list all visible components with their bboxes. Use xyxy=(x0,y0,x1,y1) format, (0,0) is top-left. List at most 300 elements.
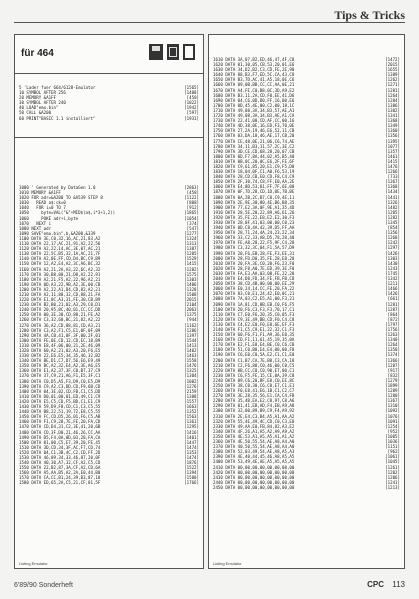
checksum: [1356] xyxy=(385,230,400,236)
checksum: [1345] xyxy=(385,220,400,225)
checksum: [1287] xyxy=(385,306,400,312)
checksum: [1434] xyxy=(385,189,400,195)
code-text: 1570 DATA CA,CC,B1,24,39,B3,87,18 xyxy=(19,475,101,481)
checksum: [450] xyxy=(186,95,199,101)
code-text: 2370 DATA 40,50,55,54,AE,A8,A4,A0 xyxy=(213,444,295,450)
checksum: [1474] xyxy=(184,444,199,450)
code-text: 1500 DATA 01,00,C5,E7,39,20,FE,45 xyxy=(19,439,101,445)
checksum: [1341] xyxy=(385,113,400,119)
code-text: 2400 DATA 53,49,4E,AE,A5,A5,A5,A5 xyxy=(213,459,295,465)
code-text: 2190 DATA C6,E0,C0,5A,E2,C1,C1,E0 xyxy=(213,352,295,358)
checksum: [1085] xyxy=(385,433,400,439)
code-text: 1240 DATA 20,95,8C,40,01,CC,CC,DD xyxy=(19,307,101,313)
checksum: [1342] xyxy=(385,276,400,282)
checksum: [1368] xyxy=(385,118,400,124)
code-text: 2310 DATA 2E,E4,C3,B4,A5,A1,AA,A2 xyxy=(213,413,295,419)
code-text: 1440 DATA B8,22,51,19,72,E8,C5,55 xyxy=(19,409,101,415)
checksum: [1397] xyxy=(184,332,199,338)
code-text: 1340 DATA BE,D1,C7,D7,56,E6,E9,49 xyxy=(19,358,101,364)
checksum: [1430] xyxy=(385,260,400,266)
checksum: [1202] xyxy=(385,469,400,475)
checksum: [1284] xyxy=(385,97,400,103)
checksum: [1558] xyxy=(184,358,199,364)
code-text: 1930 DATA 28,0F,41,03,00,00,C0,23 xyxy=(213,220,295,225)
code-text: 1230 DATA B2,B0,21,02,A3,29,C0,D1 xyxy=(19,302,101,308)
code-text: 1780 DATA 34,11,B3,11,57,2C,3E,C2 xyxy=(213,143,295,149)
code-text: 2320 DATA 55,4E,49,4C,CD,C0,C3,E0 xyxy=(213,418,295,424)
code-text: 2210 DATA C2,F6,88,C0,46,00,C0,C5 xyxy=(213,362,295,368)
code-text: 2260 DATA F0,E8,41,E6,1B,C1,C2,C7 xyxy=(213,388,295,394)
cassette-icon xyxy=(167,44,179,60)
code-text: 1220 DATA E1,0C,A3,31,FE,30,CB,B9 xyxy=(19,297,101,303)
code-text: 5 'Lader fuer 664/6128-Emulator xyxy=(19,85,96,90)
code-text: 1730 DATA 22,41,00,CD,AF,CC,00,16 xyxy=(213,118,295,124)
code-text: 2060 DATA E0,24,14,CC,FE,20,FA,22 xyxy=(213,286,295,292)
checksum: [1375] xyxy=(184,312,199,318)
checksum: [661] xyxy=(387,296,400,302)
checksum: [2863] xyxy=(184,185,199,190)
code-text: 1450 DATA FC,CD,D5,26,01,F6,C5,AB xyxy=(19,414,101,420)
right-column xyxy=(208,34,405,569)
code-text: 1890 DATA 2E,9E,30,80,4E,B6,B8,35 xyxy=(213,199,295,205)
code-text: 1360 DATA E1,A2,37,3F,C0,B7,37,C9 xyxy=(19,368,101,374)
code-text: 2290 DATA 01,41,EB,AD,F4,EB,A9,A8 xyxy=(213,403,295,409)
monitor-icon xyxy=(183,44,195,60)
code-text: 1810 DATA 0B,0C,20,0C,E6,2F,FE,6F xyxy=(213,158,295,164)
checksum: [808] xyxy=(186,200,199,206)
checksum: [1476] xyxy=(184,363,199,369)
code-text: 1690 DATA 04,C6,0D,D0,FF,16,00,E6 xyxy=(213,97,295,103)
code-text: 2130 DATA C4,E2,E0,F0,E8,6E,EF,F3 xyxy=(213,321,295,327)
code-text: 1790 DATA 3D,CE,CD,68,28,20,07,CB xyxy=(213,148,295,154)
code-text: 1070 NEXT i xyxy=(19,220,52,226)
code-text: 1740 DATA 4D,38,0E,16,ED,F3,70,0E xyxy=(213,123,295,129)
code-text: 1000 ' Generated by DataGen 1.0 xyxy=(19,185,96,190)
code-text: 2070 DATA 83,C0,E1,24,42,E0,0C,21 xyxy=(213,291,295,297)
code-text: 2350 DATA 4E,53,A1,A5,A5,A1,A1,A2 xyxy=(213,433,295,439)
disk-icon xyxy=(149,44,163,60)
media-icons xyxy=(149,44,195,60)
code-text: 1430 DATA 59,D9,F8,CD,C1,C3,C5,55 xyxy=(19,404,101,410)
code-text: 1710 DATA 49,08,3A,34,B3,57,AE,A1 xyxy=(213,107,295,113)
checksum: [1324] xyxy=(184,235,199,241)
checksum: [1356] xyxy=(385,133,400,139)
checksum: [1254] xyxy=(385,423,400,429)
code-text: 2040 DATA E4,D8,FD,34,FE,FB,FB,C8 xyxy=(213,276,295,282)
code-text: 2340 DATA 4F,26,A1,A5,A2,A9,A9,A2 xyxy=(213,428,295,434)
checksum: [1213] xyxy=(385,484,400,490)
main-listing xyxy=(19,185,199,486)
checksum: [1151] xyxy=(385,444,400,450)
checksum: [1303] xyxy=(385,255,400,261)
code-text: 1650 DATA B3,7D,AC,41,A5,18,0E,C6 xyxy=(213,77,295,83)
code-text: 1640 DATA 88,B3,F7,ED,5C,CA,43,C8 xyxy=(213,72,295,78)
code-text: 1170 DATA 30,B8,00,21,D8,A2,22,91 xyxy=(19,271,101,277)
checksum: [733] xyxy=(387,174,400,180)
checksum: [1280] xyxy=(385,393,400,399)
code-text: 50 CALL &A200 xyxy=(19,110,52,116)
code-text: 2200 DATA C1,B7,CA,7E,B8,C3,CA,18 xyxy=(213,357,295,363)
checksum: [1310] xyxy=(385,403,400,409)
checksum: [1349] xyxy=(385,123,400,129)
checksum: [1461] xyxy=(385,153,400,159)
checksum: [1353] xyxy=(184,449,199,455)
checksum: [854] xyxy=(387,225,400,231)
checksum: [1289] xyxy=(385,388,400,394)
code-text: 2050 DATA 38,CD,4B,00,00,00,EE,29 xyxy=(213,281,295,287)
code-text: 1140 DATA A2,0E,FF,CD,D4,BC,C9,B9 xyxy=(19,256,101,262)
checksum: [1388] xyxy=(184,393,199,399)
checksum: [1463] xyxy=(184,353,199,359)
code-text: 1720 DATA 49,08,3A,34,B3,AE,A1,CA xyxy=(213,113,295,119)
code-text: 1940 DATA 0D,C8,4A,42,39,D5,FF,AA xyxy=(213,225,295,231)
code-text: 1420 DATA E5,C5,CD,F5,BD,C1,E1,C9 xyxy=(19,398,101,404)
code-text: 2230 DATA C6,F5,FE,15,CE,0A,39,C8 xyxy=(213,372,295,378)
checksum: [1277] xyxy=(184,230,199,236)
code-text: 2380 DATA 52,03,49,54,AE,A8,A5,A3 xyxy=(213,449,295,455)
checksum: [1931] xyxy=(184,115,199,121)
checksum: [2015] xyxy=(184,297,199,303)
left-column xyxy=(14,34,204,569)
code-text: 1010 MEMORY &A1FF xyxy=(19,190,61,196)
checksum: [1262] xyxy=(385,77,400,83)
code-text: 1520 DATA 04,C1,3B,4C,C2,CD,FF,2D xyxy=(19,449,101,455)
code-text: 2300 DATA 32,00,89,B9,C9,F4,A9,92 xyxy=(213,408,295,414)
checksum: [1264] xyxy=(385,342,400,348)
listing-caption: Listing Emulator xyxy=(19,561,48,566)
code-text: 2180 DATA 51,C0,B8,E4,E4,00,00,F8 xyxy=(213,347,295,353)
checksum: [1211] xyxy=(385,281,400,287)
code-text: 1470 DATA CD,D4,31,C2,3E,41,20,6B xyxy=(19,424,101,430)
checksum: [1663] xyxy=(184,404,199,410)
code-text: 1040 FOR i=0 TO 7 xyxy=(19,205,66,211)
checksum: [1797] xyxy=(385,321,400,327)
checksum: [1575] xyxy=(184,271,199,277)
code-text: 1700 DATA 0D,45,4E,00,C2,00,18,1C xyxy=(213,102,295,108)
code-text: 1350 DATA BC,A2,32,E4,A2,3E,A6,E5 xyxy=(19,363,101,369)
checksum: [1271] xyxy=(385,82,400,88)
checksum: [1281] xyxy=(385,301,400,307)
code-text: 2150 DATA 60,F6,F1,F1,A9,36,E0,35 xyxy=(213,332,295,338)
code-text: 2330 DATA 49,AA,E0,FB,84,82,A3,E2 xyxy=(213,423,295,429)
code-text: 1370 DATA 37,C9,21,A6,F1,E5,3F,C1 xyxy=(19,373,101,379)
code-text: 2020 DATA 28,F8,A0,7E,ED,39,3E,F0 xyxy=(213,265,295,271)
checksum: [1447] xyxy=(184,439,199,445)
code-text: 1530 DATA 46,09,34,33,46,87,20,0F xyxy=(19,454,101,460)
checksum: [1899] xyxy=(385,383,400,388)
checksum: [864] xyxy=(387,311,400,317)
checksum: [1304] xyxy=(184,373,199,379)
checksum: [1243] xyxy=(385,265,400,271)
code-text: 1080 NEXT adr xyxy=(19,225,52,231)
code-text: 1580 DATA ED,65,2A,C5,21,CF,81,5F xyxy=(19,480,101,486)
checksum: [2104] xyxy=(184,302,199,308)
checksum: [1361] xyxy=(184,419,199,425)
listing-line xyxy=(213,485,400,490)
code-text: 1190 DATA 0D,A3,22,9B,A2,3E,00,CB xyxy=(19,281,101,287)
listing-caption: Listing Emulator xyxy=(213,561,242,566)
checksum: [1350] xyxy=(385,347,400,353)
checksum: [1413] xyxy=(184,342,199,348)
code-text: 2250 DATA 38,C0,30,C6,C0,E7,C1,E1 xyxy=(213,383,295,388)
section-title-box xyxy=(15,35,203,74)
magazine-brand: CPC xyxy=(367,580,384,589)
code-text: 1490 DATA D5,F4,0A,0D,03,28,FA,CA xyxy=(19,434,101,440)
code-text: 2440 DATA 00,00,00,00,00,00,00,00 xyxy=(213,479,295,485)
code-text: 2160 DATA CD,F1,11,61,45,19,35,0A xyxy=(213,337,295,343)
checksum: [1401] xyxy=(184,434,199,440)
checksum: [1394] xyxy=(184,470,199,476)
code-text: 2110 DATA C7,E0,F6,20,35,C0,05,F3 xyxy=(213,311,295,317)
checksum: [1045] xyxy=(385,459,400,465)
code-text: 2270 DATA 3E,28,35,56,E1,CA,C4,FB xyxy=(213,393,295,399)
code-text: 2140 DATA F1,C5,C9,E1,22,32,C1,F3 xyxy=(213,326,295,332)
checksum: [1766] xyxy=(184,480,199,486)
checksum: [1426] xyxy=(385,250,400,256)
code-text: 2030 DATA FA,E3,AA,03,08,FE,22,20 xyxy=(213,270,295,276)
code-text: 1410 DATA D0,01,00,01,ED,49,C1,C9 xyxy=(19,393,101,399)
checksum: [1876] xyxy=(184,460,199,466)
checksum: [1408] xyxy=(184,90,199,96)
checksum: [597] xyxy=(186,110,199,116)
checksum: [1076] xyxy=(385,413,400,419)
code-text: 1900 DATA 77,E2,3A,0F,9E,A1,35,4D xyxy=(213,204,295,210)
section-title: für 464 xyxy=(21,48,54,59)
code-text: 2080 DATA 7A,03,C2,E5,A1,00,F3,21 xyxy=(213,296,295,302)
code-text: 2240 DATA 09,C6,20,BF,E8,C0,EE,8C xyxy=(213,377,295,383)
continued-listing xyxy=(213,57,400,490)
code-text: 2010 DATA 20,FA,3E,C0,20,F6,23,F0 xyxy=(213,260,295,266)
checksum: [944] xyxy=(186,317,199,323)
code-text: 1160 DATA A2,21,2A,A3,22,6C,A2,32 xyxy=(19,266,101,272)
checksum: [1426] xyxy=(385,291,400,297)
checksum: [1357] xyxy=(385,148,400,154)
code-text: 2390 DATA 4E,40,44,45,46,A8,A5,A5 xyxy=(213,454,295,460)
code-text: 60 PRINT"BASIC 1.1 installiert" xyxy=(19,115,96,121)
checksum: [1082] xyxy=(184,378,199,384)
checksum: [1285] xyxy=(385,209,400,215)
checksum: [1241] xyxy=(385,479,400,485)
checksum: [1472] xyxy=(385,57,400,62)
checksum: [1466] xyxy=(385,286,400,292)
code-text: 1210 DATA A2,11,88,32,CD,88,21,FA xyxy=(19,291,101,297)
code-text: 1400 DATA 04,3E,02,CD,FB,C1,C5,DD xyxy=(19,388,101,394)
listing-line xyxy=(19,480,199,485)
code-text: 1670 DATA A4,FE,C0,B8,0C,3D,A9,E2 xyxy=(213,87,295,93)
checksum: [1368] xyxy=(385,184,400,190)
checksum: [1865] xyxy=(184,210,199,216)
code-text: 1180 DATA A2,21,F5,A2,22,96,A2,21 xyxy=(19,276,101,282)
loader-listing xyxy=(19,85,199,121)
checksum: [1328] xyxy=(184,286,199,292)
checksum: [1276] xyxy=(184,383,199,389)
code-text: 2430 DATA 00,00,00,00,00,00,00,00 xyxy=(213,474,295,480)
code-text: 1980 DATA C3,32,3C,04,F1,5A,57,D9 xyxy=(213,245,295,251)
code-text: 1880 DATA 0A,2B,2C,B7,C8,C9,4E,11 xyxy=(213,194,295,200)
code-text: 2450 DATA 00,00,00,00,00,00,00,00 xyxy=(213,484,295,490)
checksum: [1482] xyxy=(385,204,400,210)
code-text: 1840 DATA 28,CD,CB,E0,CD,F8,C4,C9 xyxy=(213,174,295,180)
checksum: [1508] xyxy=(184,291,199,297)
code-text: 1110 DATA 22,17,AC,21,91,A2,22,56 xyxy=(19,241,101,247)
code-text: 1910 DATA 28,5E,28,22,89,A6,61,26 xyxy=(213,209,295,215)
code-text: 1290 DATA 4A,CB,41,0F,3F,00,2F,01 xyxy=(19,332,101,338)
checksum: [832] xyxy=(387,372,400,378)
code-text: 2120 DATA C9,3E,49,BB,CD,F0,C4,C8 xyxy=(213,316,295,322)
checksum: [374] xyxy=(186,220,199,226)
checksum: [1366] xyxy=(385,357,400,363)
code-text: 1100 DATA 3E,C0,32,16,AC,21,83,A2 xyxy=(19,235,101,241)
checksum: [1282] xyxy=(184,266,199,272)
checksum: [1415] xyxy=(385,158,400,164)
checksum: [1476] xyxy=(385,163,400,169)
code-text: 1120 DATA A2,22,14,AC,3E,07,AC,21 xyxy=(19,246,101,252)
code-text: 1510 DATA 3D,CD,34,3F,AC,F7,CD,74 xyxy=(19,444,101,450)
code-text: 1260 DATA C3,32,60,BC,21,82,A2,22 xyxy=(19,317,101,323)
checksum: [1036] xyxy=(385,439,400,445)
checksum: [872] xyxy=(387,316,400,322)
checksum: [1522] xyxy=(184,465,199,471)
code-text: 1950 DATA 28,71,24,4A,24,23,22,34 xyxy=(213,230,295,236)
code-text: 1620 DATA 01,30,05,CB,53,20,01,E6 xyxy=(213,62,295,68)
code-text: 1280 DATA C3,A2,F1,C5,E1,0F,0F,09 xyxy=(19,327,101,333)
checksum: [1303] xyxy=(184,276,199,282)
code-text: 2090 DATA 1A,81,CD,8B,EB,C0,F6,F5 xyxy=(213,301,295,307)
code-text: 1970 DATA FE,A8,28,22,F5,9F,C4,28 xyxy=(213,240,295,246)
code-text: 2000 DATA 28,FD,D0,35,FE,28,E8,28 xyxy=(213,255,295,261)
checksum: [1387] xyxy=(184,246,199,252)
checksum: [1092] xyxy=(385,408,400,414)
code-text: 1560 DATA A5,AA,B5,A2,2A,E0,44,B0 xyxy=(19,470,101,476)
checksum: [952] xyxy=(387,428,400,434)
code-text: 1250 DATA 00,3E,30,CD,88,21,FE,A2 xyxy=(19,312,101,318)
code-text: 1760 DATA 03,DA,18,46,AE,17,CB,20 xyxy=(213,133,295,139)
checksum: [1655] xyxy=(385,67,400,73)
code-text: 1770 DATA CE,48,0E,21,06,C6,74,AE xyxy=(213,138,295,144)
code-text: 1800 DATA 0D,F7,8A,44,02,A5,B5,40 xyxy=(213,153,295,159)
checksum: [1286] xyxy=(184,327,199,333)
checksum: [2015] xyxy=(385,62,400,68)
checksum: [1340] xyxy=(385,337,400,343)
checksum: [1282] xyxy=(385,214,400,220)
checksum: [1395] xyxy=(385,138,400,144)
code-text: 2360 DATA 4E,50,55,54,AE,A8,A4,A0 xyxy=(213,439,295,445)
code-text: 1660 DATA 09,0B,BB,CC,CC,AA,0E,21 xyxy=(213,82,295,88)
checksum: [1745] xyxy=(385,270,400,276)
checksum: [547] xyxy=(186,225,199,231)
code-text: 1200 DATA A2,22,A1,D4,CD,82,A2,21 xyxy=(19,286,101,292)
checksum: [1022] xyxy=(184,100,199,106)
code-text: 2100 DATA 20,F6,C3,F3,F3,70,17,C1 xyxy=(213,306,295,312)
checksum: [1206] xyxy=(385,474,400,480)
checksum: [1565] xyxy=(184,85,199,90)
checksum: [1205] xyxy=(184,251,199,257)
checksum: [1122] xyxy=(184,195,199,201)
checksum: [1529] xyxy=(184,256,199,262)
checksum: [917] xyxy=(387,367,400,373)
checksum: [1077] xyxy=(385,143,400,149)
checksum: [1402] xyxy=(184,348,199,353)
code-text: 2410 DATA 00,00,00,00,00,00,00,00 xyxy=(213,464,295,470)
checksum: [1264] xyxy=(385,92,400,98)
code-text: 2170 DATA E2,F1,E8,E4,BE,C0,C6,CB xyxy=(213,342,295,348)
checksum: [1297] xyxy=(385,245,400,251)
code-text: 1390 DATA C9,A2,C3,DD,CD,F9,6B,CD xyxy=(19,383,101,389)
checksum: [1580] xyxy=(184,475,199,481)
code-text: 2220 DATA 8B,CC,C8,C0,90,E7,00,C1 xyxy=(213,367,295,373)
code-text: 1870 DATA 0F,7D,28,CD,1D,0E,7B,BE xyxy=(213,189,295,195)
checksum: [1389] xyxy=(385,72,400,78)
code-text: 1060 POKE adr+i,byte xyxy=(19,215,79,221)
checksum: [1326] xyxy=(385,199,400,205)
checksum: [1474] xyxy=(184,454,199,460)
checksum: [1416] xyxy=(184,429,199,435)
checksum: [1061] xyxy=(385,454,400,460)
checksum: [1162] xyxy=(184,322,199,328)
code-text: 1820 DATA C9,61,85,20,E1,C9,F5,D8 xyxy=(213,163,295,169)
checksum: [962] xyxy=(387,449,400,455)
code-text: 1300 DATA FE,0E,CD,12,CD,EC,18,B9 xyxy=(19,337,101,343)
checksum: [2159] xyxy=(184,388,199,394)
checksum: [1367] xyxy=(385,179,400,185)
code-text: 1020 FOR adr=&A200 TO &A539 STEP 8 xyxy=(19,195,103,201)
checksum: [1563] xyxy=(184,414,199,420)
header-rule xyxy=(14,22,405,23)
checksum: [1367] xyxy=(385,398,400,404)
checksum: [1287] xyxy=(385,362,400,368)
code-text: 1610 DATA 3A,07,B2,ED,46,47,4F,C8 xyxy=(213,57,295,62)
code-text: 30 SYMBOL AFTER 240 xyxy=(19,100,66,106)
checksum: [1942] xyxy=(184,105,199,111)
code-text: 1030 READ a$:ck=0 xyxy=(19,200,66,206)
checksum: [1360] xyxy=(385,128,400,134)
checksum: [1281] xyxy=(385,87,400,93)
checksum: [1544] xyxy=(184,337,199,343)
page-header-title: Tips & Tricks xyxy=(334,8,405,22)
checksum: [1406] xyxy=(184,281,199,287)
code-text: 1150 DATA 12,A2,E4,A2,3C,A6,BC,32 xyxy=(19,261,101,267)
code-text: 1860 DATA E4,8D,53,01,FF,7F,6E,00 xyxy=(213,184,295,190)
checksum: [1263] xyxy=(385,332,400,338)
checksum: [458] xyxy=(186,190,199,196)
listing-separator xyxy=(15,137,203,138)
code-text: 1960 DATA 33,C2,33,A8,D5,78,28,40 xyxy=(213,235,295,241)
code-text: 1540 DATA 40,30,A7,32,CF,A2,C5,CD xyxy=(19,460,101,466)
code-text: 1990 DATA 20,F6,EB,28,FE,F3,EE,31 xyxy=(213,250,295,256)
code-text: 2420 DATA 00,00,00,00,00,00,00,00 xyxy=(213,469,295,475)
code-text: 1550 DATA 22,B2,87,3A,CF,A2,CD,6A xyxy=(19,465,101,471)
code-text: 1330 DATA 22,E6,E5,34,35,46,32,B2 xyxy=(19,353,101,359)
checksum: [1352] xyxy=(184,409,199,415)
checksum: [1054] xyxy=(184,215,199,221)
code-text: 1480 DATA CD,3F,D0,21,46,26,CC,AA xyxy=(19,429,101,435)
code-text: 1380 DATA C0,D5,A5,F3,D9,C0,E5,D9 xyxy=(19,378,101,384)
checksum: [1268] xyxy=(385,235,400,241)
code-text: 10 SYMBOL AFTER 256 xyxy=(19,90,66,96)
page-footer xyxy=(367,580,405,589)
code-text: 1050 byte=VAL("&"+MID$(a$,i*3+1,2)) xyxy=(19,210,116,216)
code-text: 1460 DATA F1,C9,28,7E,FE,20,FA,CD xyxy=(19,419,101,425)
code-text: 1310 DATA E8,4F,06,00,21,2E,46,09 xyxy=(19,342,101,348)
checksum: [1756] xyxy=(385,326,400,332)
checksum: [1441] xyxy=(385,194,400,200)
checksum: [912] xyxy=(186,205,199,211)
issue-label: 6'89/90 Sonderheft xyxy=(14,582,73,589)
listing-line xyxy=(19,116,199,121)
code-text: 1320 DATA 60,A2,21,02,A3,20,F6,E5 xyxy=(19,348,101,353)
code-text: 20 MEMORY &A1FF xyxy=(19,95,56,101)
code-text: 1130 DATA 22,5C,B5,32,1A,AC,21,7F xyxy=(19,251,101,257)
